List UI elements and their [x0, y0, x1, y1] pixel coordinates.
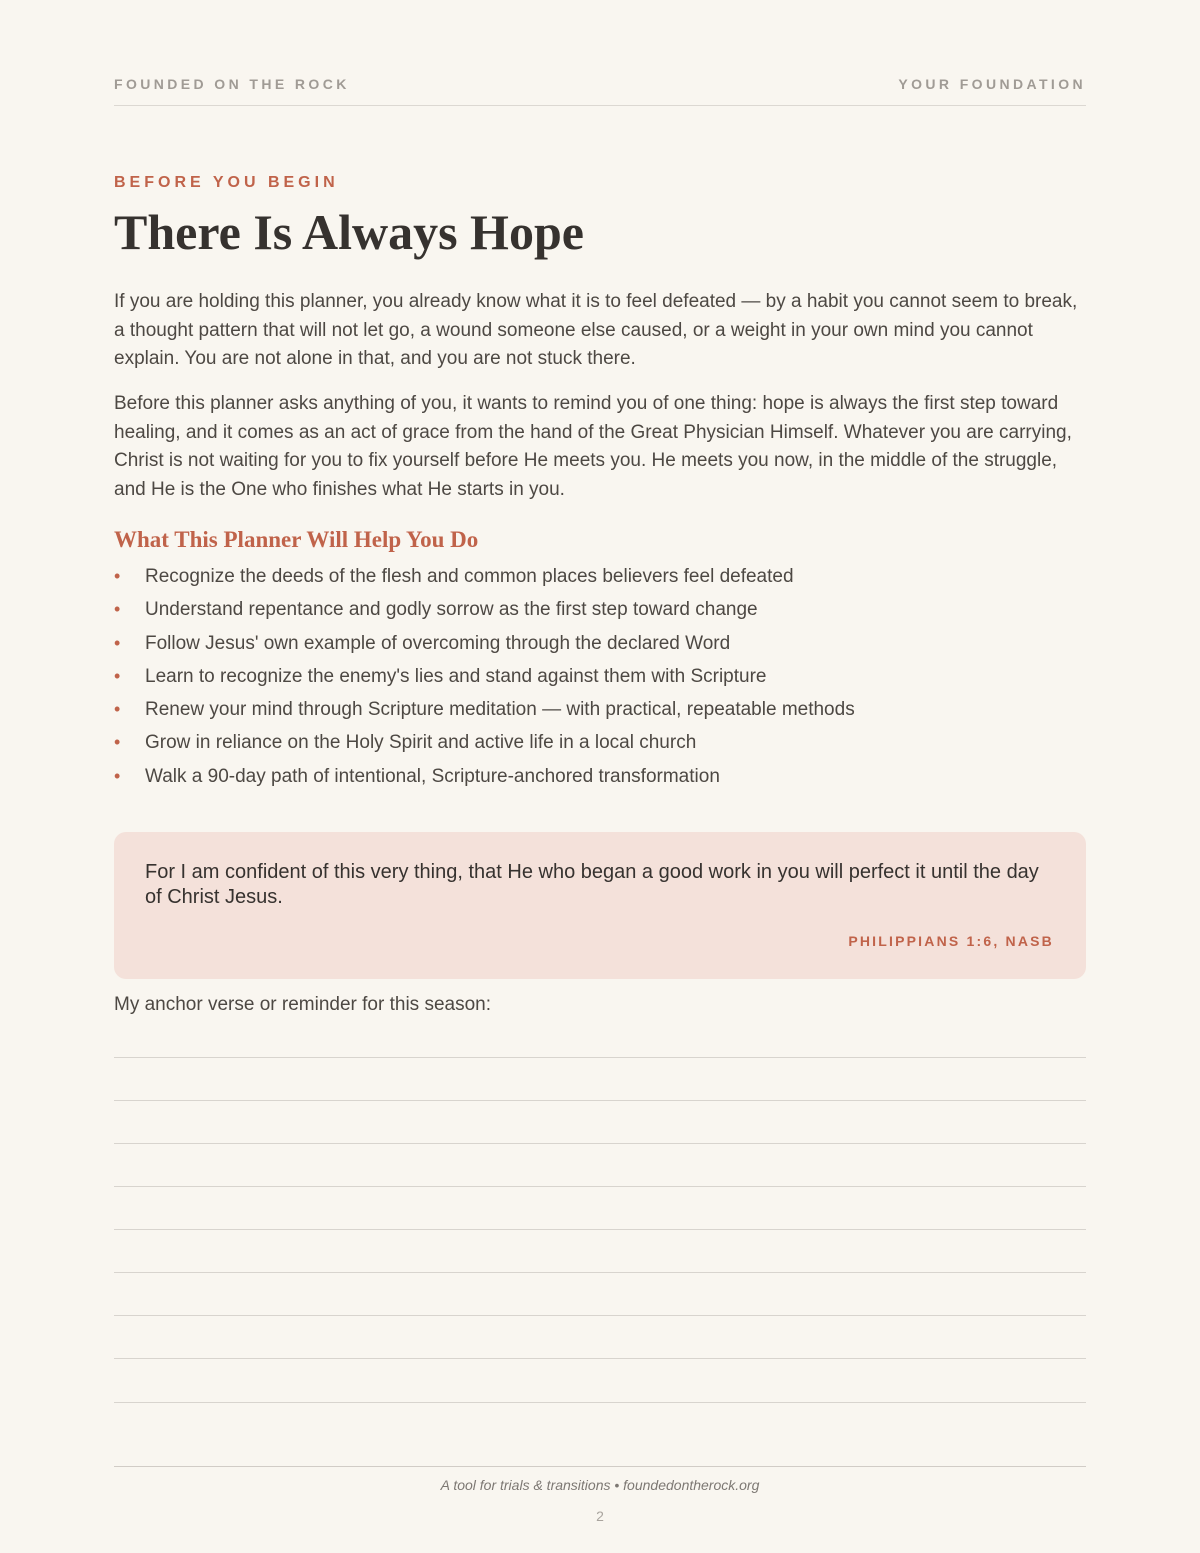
- writing-line[interactable]: [114, 1272, 1086, 1273]
- writing-line[interactable]: [114, 1358, 1086, 1359]
- writing-line[interactable]: [114, 1143, 1086, 1144]
- list-item-text: Learn to recognize the enemy's lies and stand against them with Scripture: [145, 665, 767, 687]
- list-item-text: Walk a 90-day path of intentional, Scripture-anchored transformation: [145, 765, 720, 787]
- section-eyebrow: BEFORE YOU BEGIN: [114, 174, 339, 191]
- writing-line[interactable]: [114, 1315, 1086, 1316]
- list-item: [114, 693, 1086, 726]
- writing-line[interactable]: [114, 1057, 1086, 1058]
- bullet-icon: •: [114, 599, 121, 620]
- writing-line[interactable]: [114, 1402, 1086, 1403]
- writing-line[interactable]: [114, 1229, 1086, 1230]
- list-item-text: Understand repentance and godly sorrow as the first step toward change: [145, 599, 758, 621]
- bullet-icon: •: [114, 765, 121, 786]
- benefits-heading: What This Planner Will Help You Do: [114, 527, 479, 552]
- list-item-text: Recognize the deeds of the flesh and common places believers feel defeated: [145, 566, 794, 587]
- scripture-reference: PHILIPPIANS 1:6, NASB: [848, 933, 1054, 949]
- bullet-icon: •: [114, 699, 121, 720]
- benefits-list: [114, 560, 1086, 793]
- list-item: [114, 560, 1086, 593]
- list-item-text: Follow Jesus' own example of overcoming through the declared Word: [145, 632, 731, 654]
- list-item-text: Renew your mind through Scripture meditation — with practical, repeatable methods: [145, 699, 855, 721]
- intro-paragraph-2: Before this planner asks anything of you, it wants to remind you of one thing: hope is always the first step toward healing, and it comes as an act of grace from the hand of the Great Physician Himself. Whatever you are carrying, Christ is not waiting for you to fix yourself before He meets you. He meets you now, in the middle of the struggle, and He is the One who finishes what He starts in you.: [114, 393, 1072, 500]
- header-brand: FOUNDED ON THE ROCK: [114, 76, 350, 92]
- intro-paragraph-1: If you are holding this planner, you already know what it is to feel defeated — by a habit you cannot seem to break, a thought pattern that will not let go, a wound someone else caused, or a weight in your own mind you cannot explain. You are not alone in that, and you are not stuck there.: [114, 291, 1078, 369]
- list-item: [114, 627, 1086, 660]
- footer-tagline: A tool for trials & transitions • foundedontherock.org: [440, 1477, 760, 1493]
- bullet-icon: •: [114, 732, 121, 753]
- list-item: [114, 593, 1086, 626]
- list-item: [114, 726, 1086, 759]
- page-title: There Is Always Hope: [114, 204, 584, 260]
- running-header: [114, 76, 1086, 106]
- bullet-icon: •: [114, 566, 121, 586]
- footer-divider: [114, 1466, 1086, 1467]
- scripture-quote: For I am confident of this very thing, that He who began a good work in you will perfect it until the day of Christ Jesus.: [145, 861, 1039, 908]
- scripture-callout: [114, 832, 1086, 979]
- list-item: [114, 760, 1086, 793]
- writing-line[interactable]: [114, 1100, 1086, 1101]
- bullet-icon: •: [114, 632, 121, 653]
- list-item: [114, 660, 1086, 693]
- page-number: 2: [596, 1508, 604, 1524]
- journal-prompt: My anchor verse or reminder for this season:: [114, 994, 491, 1015]
- list-item-text: Grow in reliance on the Holy Spirit and active life in a local church: [145, 732, 697, 754]
- header-section: YOUR FOUNDATION: [898, 76, 1086, 92]
- bullet-icon: •: [114, 665, 121, 686]
- writing-line[interactable]: [114, 1186, 1086, 1187]
